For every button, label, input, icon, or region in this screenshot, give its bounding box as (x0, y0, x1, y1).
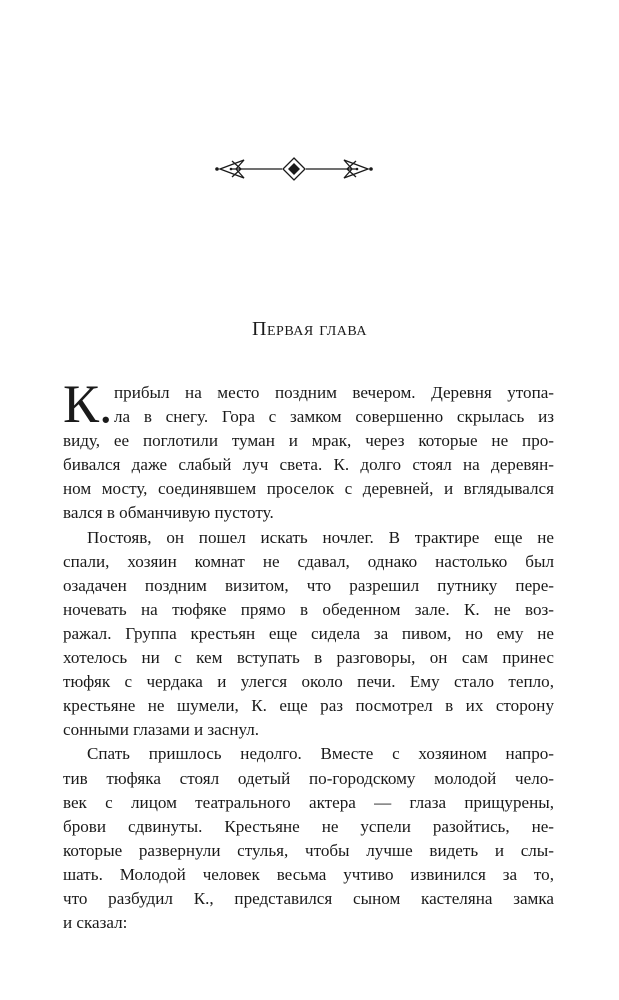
text-line: крестьяне не шумели, К. еще раз посмотрел в их сторону (63, 696, 554, 716)
text-line: вался в обманчивую пустоту. (63, 503, 274, 523)
chapter-title: Первая глава (252, 318, 367, 340)
drop-cap: К. (63, 374, 113, 434)
text-line: прибыл на место поздним вечером. Деревня утопа- (114, 383, 554, 402)
text-line: ражал. Группа крестьян еще сидела за пивом, но ему не (63, 623, 554, 643)
text-line: которые развернули стулья, чтобы лучше видеть и слы- (63, 840, 554, 860)
text-line: ла в снегу. Гора с замком совершенно скрылась из (114, 407, 554, 427)
text-line: хотелось ни с кем вступать в разговоры, он сам принес (63, 648, 554, 668)
text-line: спали, хозяин комнат не сдавал, однако настолько был (63, 551, 554, 571)
text-line: ном мосту, соединявшем проселок с деревней, и вглядывался (63, 479, 554, 499)
text-line: виду, ее поглотили туман и мрак, через которые не про- (63, 431, 554, 451)
text-line: Спать пришлось недолго. Вместе с хозяином напро- (87, 744, 554, 764)
text-line: озадачен поздним визитом, что разрешил путнику пере- (63, 575, 554, 595)
body-text (63, 374, 554, 935)
text-line: тив тюфяка стоял одетый по-городскому молодой чело- (63, 768, 554, 788)
text-line: тюфяк с чердака и улегся около печи. Ему стало тепло, (63, 672, 554, 692)
text-line: брови сдвинуты. Крестьяне не успели разойтись, не- (63, 816, 554, 836)
text-line: бивался даже слабый луч света. К. долго стоял на деревян- (63, 455, 554, 475)
ornament-divider (214, 155, 374, 183)
text-line: и сказал: (63, 913, 128, 933)
text-line: ночевать на тюфяке прямо в обеденном зале. К. не воз- (63, 599, 554, 619)
text-line: сонными глазами и заснул. (63, 720, 260, 740)
text-line: век с лицом театрального актера — глаза прищурены, (63, 792, 554, 812)
text-line: что разбудил К., представился сыном кастеляна замка (63, 888, 554, 908)
text-line: Постояв, он пошел искать ночлег. В трактире еще не (87, 527, 554, 547)
text-line: шать. Молодой человек весьма учтиво извинился за то, (63, 864, 554, 884)
